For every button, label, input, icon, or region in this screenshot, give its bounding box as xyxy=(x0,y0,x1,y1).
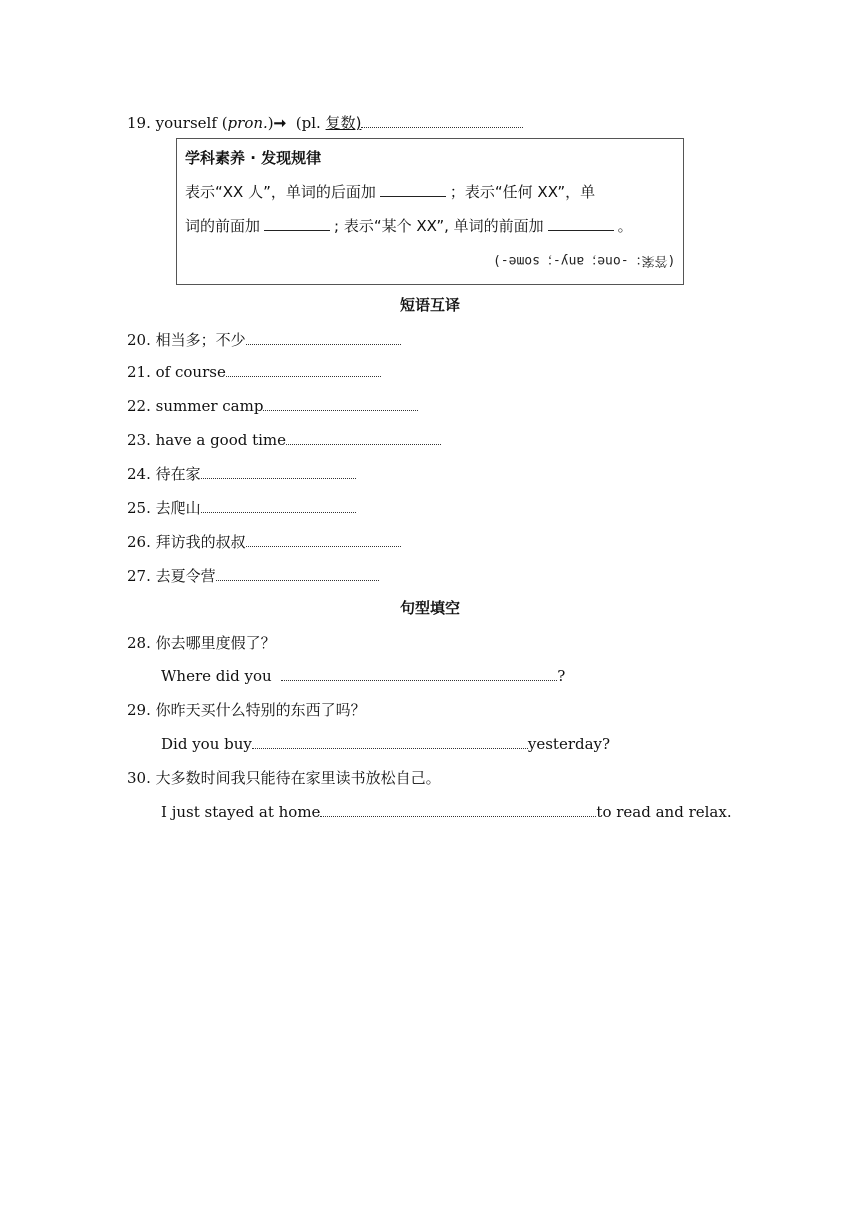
answer-blank[interactable] xyxy=(216,566,379,581)
sentence-english: Did you buy yesterday? xyxy=(161,735,611,753)
item-number: 19. xyxy=(127,114,151,132)
answer-blank[interactable] xyxy=(201,498,356,513)
rule-blank-3[interactable] xyxy=(548,216,614,231)
section-title-phrases: 短语互译 xyxy=(399,296,460,314)
answer-blank[interactable] xyxy=(320,802,596,817)
arrow-icon: ➞ xyxy=(273,114,287,132)
plural-label: (pl. xyxy=(295,114,321,132)
box-line-3: 词的前面加 ; 表示“某个 XX”, 单词的前面加 。 xyxy=(185,217,633,235)
phrase-item: 20. 相当多；不少 xyxy=(127,329,401,350)
box-answer-upside-down: (答案：-one；any-；some-) xyxy=(492,253,675,268)
part-of-speech: (pron.) xyxy=(221,114,274,132)
answer-blank[interactable] xyxy=(361,113,523,128)
sentence-item: 28. 你去哪里度假了？ xyxy=(127,634,276,652)
rule-blank-2[interactable] xyxy=(264,216,330,231)
phrase-item: 25. 去爬山 xyxy=(127,497,356,518)
item-19 xyxy=(127,112,523,133)
phrase-item: 21. of course xyxy=(127,362,381,381)
phrase-item: 22. summer camp xyxy=(127,396,418,415)
answer-blank[interactable] xyxy=(252,734,528,749)
sentence-english: I just stayed at home to read and relax. xyxy=(161,803,732,821)
phrase-item: 27. 去夏令营 xyxy=(127,565,379,586)
answer-blank[interactable] xyxy=(286,430,441,445)
discovery-box xyxy=(176,138,684,285)
box-line-2: 表示“XX 人”，单词的后面加 ；表示“任何 XX”，单 xyxy=(185,183,596,201)
answer-blank[interactable] xyxy=(201,464,356,479)
box-title: 学科素养 · 发现规律 xyxy=(185,149,322,167)
answer-blank[interactable] xyxy=(246,330,401,345)
plural-cn: 复数) xyxy=(325,114,362,132)
rule-blank-1[interactable] xyxy=(380,182,446,197)
answer-blank[interactable] xyxy=(281,666,557,681)
sentence-english: Where did you ? xyxy=(161,667,566,685)
phrase-item: 24. 待在家 xyxy=(127,463,356,484)
item-word: yourself xyxy=(155,114,217,132)
answer-blank[interactable] xyxy=(246,532,401,547)
answer-blank[interactable] xyxy=(226,362,381,377)
sentence-item: 29. 你昨天买什么特别的东西了吗？ xyxy=(127,701,366,719)
answer-blank[interactable] xyxy=(263,396,418,411)
phrase-item: 23. have a good time xyxy=(127,430,441,449)
sentence-item: 30. 大多数时间我只能待在家里读书放松自己。 xyxy=(127,769,441,787)
section-title-sentences: 句型填空 xyxy=(399,599,460,617)
phrase-item: 26. 拜访我的叔叔 xyxy=(127,531,401,552)
